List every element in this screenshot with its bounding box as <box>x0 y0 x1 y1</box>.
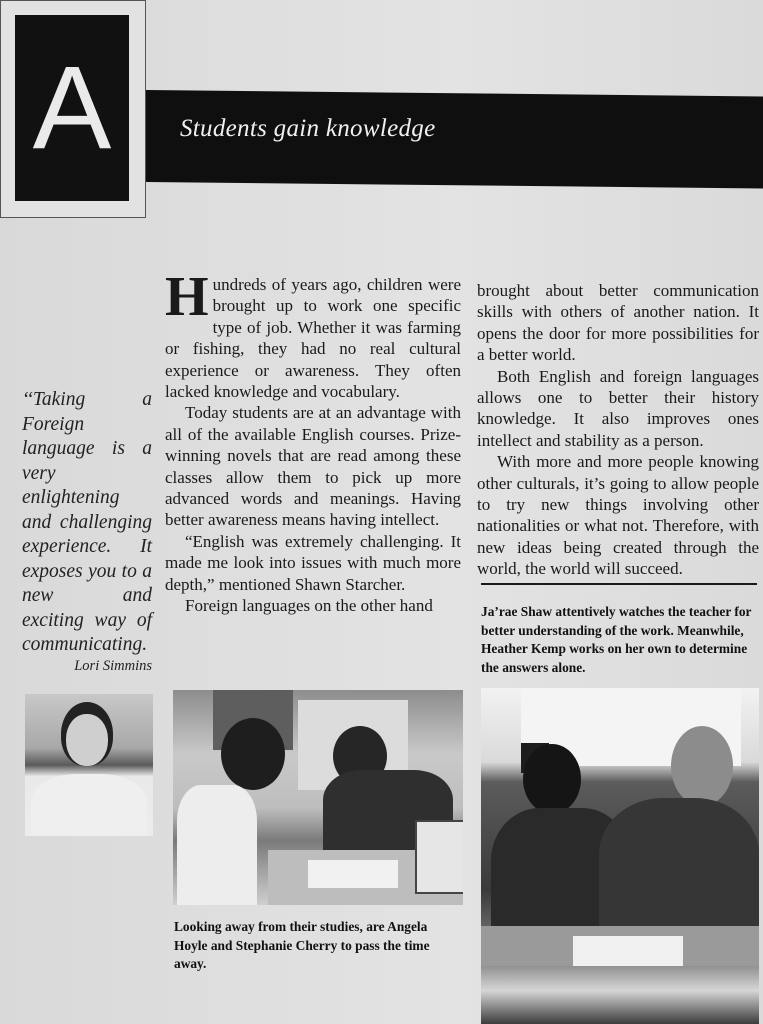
caption-divider <box>481 583 757 585</box>
students-desk-photo <box>173 690 463 905</box>
photo-caption-right: Ja’rae Shaw attentively watches the teacher for better understanding of the work. Meanwhile, Heather Kemp works on her own to determine the answers alone. <box>481 604 752 675</box>
paragraph: “English was extremely challenging. It made me look into issues with much more depth,” mentioned Shawn Starcher. <box>165 531 461 594</box>
paragraph: brought about better communication skills with others of another nation. It opens the door for more possibilities for a better world. <box>477 281 759 365</box>
students-working-photo <box>481 688 759 1024</box>
article-column-2 <box>477 280 759 580</box>
article-column-1 <box>165 266 461 617</box>
section-letter-box <box>0 0 146 218</box>
paragraph: With more and more people knowing other culturals, it’s going to allow people to try new things involving other nationalities or what not. Therefore, with new ideas being created through the world, the world will succeed. <box>477 452 759 579</box>
drop-cap: H <box>165 266 209 328</box>
portrait-photo <box>25 694 153 836</box>
page-title: Students gain knowledge <box>180 115 436 142</box>
paragraph: undreds of years ago, children were brought up to work one specific type of job. Whether it was farming or fishing, they had no real cultural experience or awareness. They often lacked knowledge and vocabulary. <box>165 275 461 402</box>
photo-caption-middle: Looking away from their studies, are Angela Hoyle and Stephanie Cherry to pass the time away. <box>174 919 430 971</box>
paragraph: Both English and foreign languages allows one to better their history knowledge. It also improves ones intellect and stability as a person. <box>477 366 759 450</box>
pull-quote-author: Lori Simmins <box>74 658 152 674</box>
section-letter: A <box>15 15 129 201</box>
pull-quote: ‘‘Taking a Foreign language is a very enlightening and challenging experience. It exposes you to a new and exciting way of communicating. <box>22 389 152 655</box>
paragraph: Today students are at an advantage with all of the available English courses. Prize-winning novels that are read among these classes allow them to pick up more advanced words and meanings. Having better awareness means having intellect. <box>165 403 461 530</box>
paragraph: Foreign languages on the other hand <box>185 596 433 616</box>
